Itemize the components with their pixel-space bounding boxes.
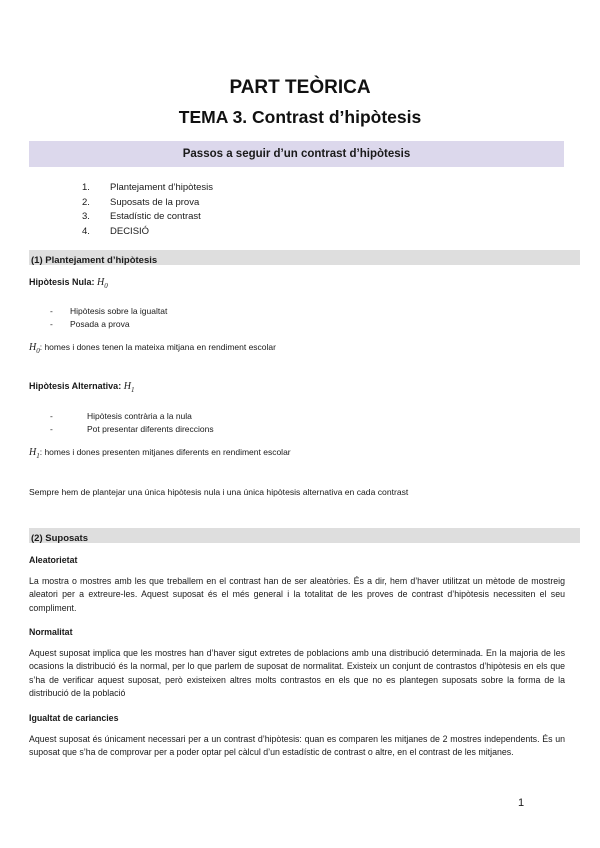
alt-hypothesis-example: $H_1$: homes i dones presenten mitjanes diferents en rendiment escolar bbox=[29, 447, 291, 460]
null-hypothesis-example: $H_0$: homes i dones tenen la mateixa mitjana en rendiment escolar bbox=[29, 342, 276, 355]
list-item: - Pot presentar diferents direccions bbox=[50, 424, 214, 434]
paragraph: La mostra o mostres amb les que treballem en el contrast han de ser aleatòries. És a dir, hem d’haver utilitzat un mètode de mostreig aleatori per a extreure-les. Aquest suposat és el més general i la totalitat de les proves de contrast d’hipòtesis necessiten el seu compliment. bbox=[29, 576, 565, 613]
hypothesis-note: Sempre hem de plantejar una única hipòtesis nula i una única hipòtesis alternativa en cada contrast bbox=[29, 487, 409, 497]
steps-heading: Passos a seguir d’un contrast d’hipòtesis bbox=[182, 148, 411, 160]
null-hypothesis-label: Hipòtesis Nula: $H_0$ bbox=[29, 277, 108, 290]
section-heading: (2) Suposats bbox=[31, 533, 89, 544]
list-item: 4. DECISIÓ bbox=[82, 225, 150, 237]
paragraph: Aquest suposat implica que les mostres han d’haver sigut extretes de poblacions amb una distribució determinada. En la majoria de les ocasions la distribució és la normal, per lo que parlem de suposat de normalitat. Existeix un conjunt de contrastos d’hipòtesis en els que s’ha de verificar aquest suposat, però existeixen altres molts contrastos en els que no es plantegen suposats sobre la forma de la distribució de la població bbox=[29, 648, 565, 699]
paragraph: Aquest suposat és únicament necessari per a un contrast d’hipòtesis: quan es comparen les mitjanes de 2 mostres independents. És un suposat que s’ha de comprovar per a poder optar pel càlcul d’un estadístic de contrast o altre, en el contrast de les mitjanes. bbox=[29, 734, 565, 758]
list-item: - Hipòtesis sobre la igualtat bbox=[50, 306, 168, 316]
subsection-title: Aleatorietat bbox=[29, 555, 78, 565]
page-subtitle: TEMA 3. Contrast d’hipòtesis bbox=[178, 107, 422, 127]
page-number: 1 bbox=[518, 797, 525, 809]
list-item: 3. Estadístic de contrast bbox=[82, 211, 201, 222]
section-heading-bar bbox=[29, 528, 580, 543]
subsection-title: Normalitat bbox=[29, 627, 73, 637]
page-title: PART TEÒRICA bbox=[229, 77, 371, 98]
subsection-title: Igualtat de cariancies bbox=[29, 713, 119, 723]
list-item: - Hipòtesis contrària a la nula bbox=[50, 411, 192, 421]
list-item: - Posada a prova bbox=[50, 319, 130, 329]
steps-heading-box bbox=[29, 141, 564, 167]
section-heading: (1) Plantejament d’hipòtesis bbox=[31, 255, 158, 266]
list-item: 1. Plantejament d’hipòtesis bbox=[82, 182, 213, 193]
steps-list bbox=[58, 181, 213, 239]
alt-hypothesis-label: Hipòtesis Alternativa: $H_1$ bbox=[29, 381, 135, 394]
list-item: 2. Suposats de la prova bbox=[82, 196, 200, 208]
section-heading-bar bbox=[29, 250, 580, 265]
